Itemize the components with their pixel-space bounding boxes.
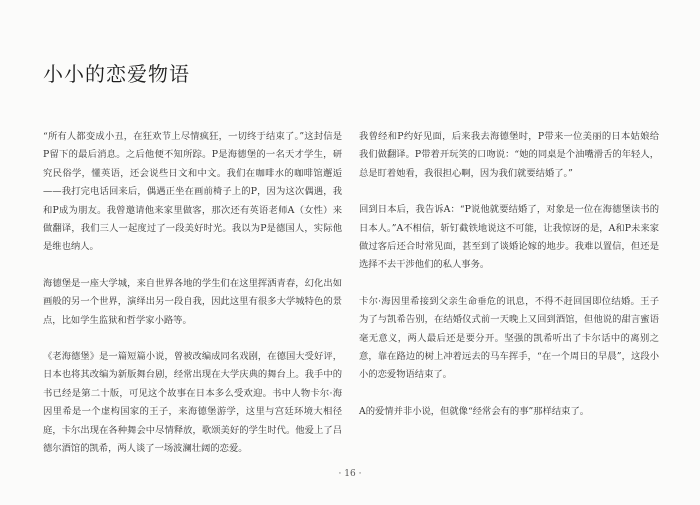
paragraph: 我曾经和P约好见面，后来我去海德堡时，P带来一位美丽的日本姑娘给我们做翻译。P带着开玩笑的口吻说：“她的同桌是个油嘴滑舌的年轻人，总是盯着她看，我很担心啊，因为我们就要结婚了。” [359, 131, 659, 179]
paragraph: 回到日本后，我告诉A：“P说他就要结婚了，对象是一位在海德堡读书的日本人。”A不相信，斩钉截铁地说这不可能，让我惊讶的是，A和P未来家做过客后还合时常见面，甚至到了谈婚论嫁的地步。我难以置信，但还是选择不去干涉他们的私人事务。 [359, 204, 659, 271]
paragraph: A的爱情并非小说，但就像“经常会有的事”那样结束了。 [359, 405, 590, 417]
paragraph: 卡尔·海因里希接到父亲生命垂危的讯息，不得不赶回国即位结婚。王子为了与凯希告别，在结婚仪式前一天晚上又回到酒馆，但他说的甜言蜜语毫无意义，两人最后还是要分开。坚强的凯希听出了卡尔话中的离别之意，靠在路边的树上冲着远去的马车挥手，“在一个周日的早晨”，这段小小的恋爱物语结束了。 [359, 295, 659, 381]
paragraph: “所有人都变成小丑，在狂欢节上尽情疯狂，一切终于结束了。”这封信是P留下的最后消息。之后他便不知所踪。P是海德堡的一名天才学生，研究民俗学，懂英语，还会说些日文和中文。我们在咖啡水的咖啡馆邂逅——我打完电话回来后，偶遇正坐在画前椅子上的P，因为这次偶遇，我和P成为朋友。我曾邀请他来家里做客，那次还有英语老师A（女性）来做翻译，我们三人一起度过了一段美好时光。我以为P是德国人，实际他是维也纳人。 [43, 131, 342, 253]
left-column [43, 128, 342, 477]
page-title: 小小的恋爱物语 [43, 62, 190, 86]
page-number: · 16 · [338, 469, 362, 479]
paragraph: 海德堡是一座大学城，来自世界各地的学生们在这里挥洒青春，幻化出如画般的另一个世界，演绎出另一段自我，因此这里有很多大学城特色的景点，比如学生监狱和哲学家小路等。 [43, 277, 342, 326]
right-column [359, 128, 659, 439]
paragraph: 《老海德堡》是一篇短篇小说，曾被改编成同名戏剧，在德国大受好评，日本也将其改编为新版舞台剧，经常出现在大学庆典的舞台上。我手中的书已经是第二十版，可见这个故事在日本多么受欢迎。书中人物卡尔·海因里希是一个虚构国家的王子，来海德堡游学，这里与宫廷环境大相径庭，卡尔出现在各种舞会中尽情释放，歌颂美好的学生时代。他爱上了吕德尔酒馆的凯希，两人谈了一场波澜壮阔的恋爱。 [43, 351, 342, 455]
